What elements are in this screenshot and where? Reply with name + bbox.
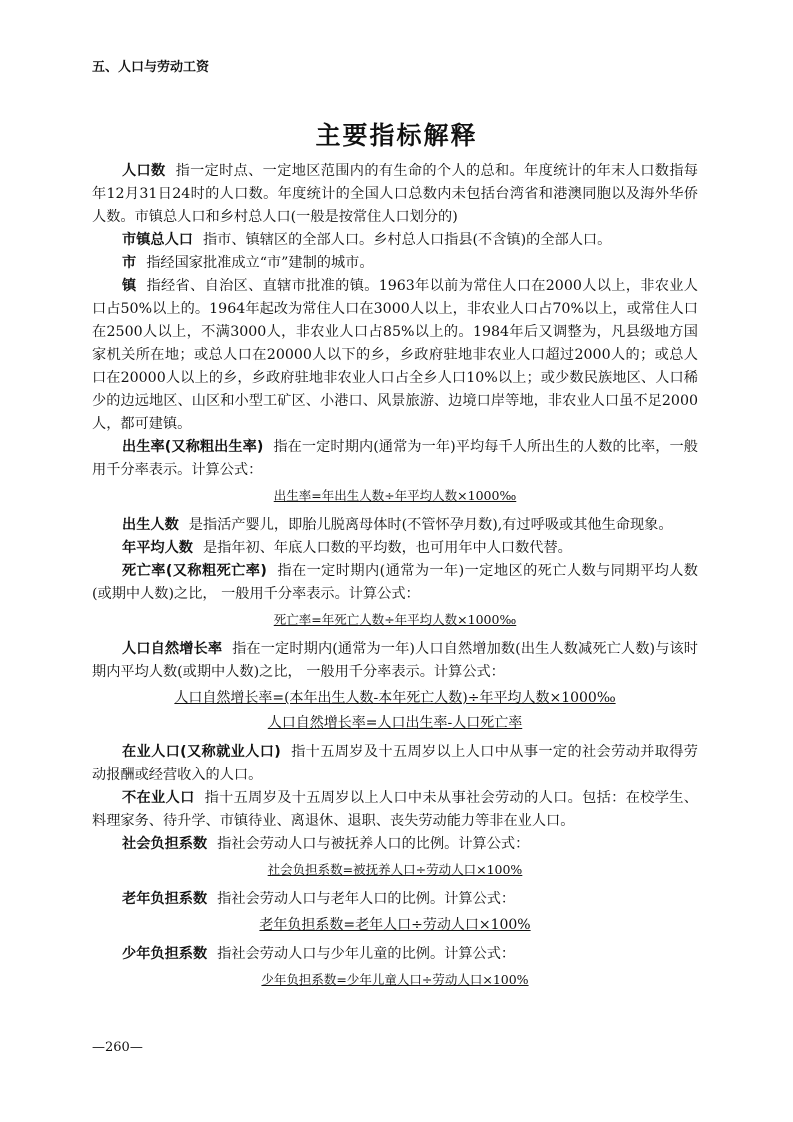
term-definition: 是指年初、年底人口数的平均数，也可用年中人口数代替。 bbox=[202, 540, 572, 556]
term-definition: 指在一定时期内(通常为一年)一定地区的死亡人数与同期平均人数(或期中人数)之比， 一般用千分率表示。计算公式： bbox=[92, 563, 698, 602]
term-definition: 指社会劳动人口与老年人口的比例。计算公式： bbox=[217, 891, 516, 907]
entry-death-rate bbox=[92, 560, 698, 606]
term-definition: 指社会劳动人口与少年儿童的比例。计算公式： bbox=[217, 946, 516, 962]
term-label: 老年负担系数 bbox=[122, 891, 208, 907]
term-label: 市 bbox=[122, 255, 137, 271]
formula-elderly-dependency: 老年负担系数=老年人口÷劳动人口×100% bbox=[259, 917, 531, 933]
entry-birth-rate bbox=[92, 436, 698, 482]
formula-natural-growth-rate-alt: 人口自然增长率=人口出生率-人口死亡率 bbox=[267, 715, 523, 731]
term-definition: 指市、镇辖区的全部人口。乡村总人口指县(不含镇)的全部人口。 bbox=[202, 232, 612, 248]
formula-social-dependency: 社会负担系数=被抚养人口÷劳动人口×100% bbox=[267, 862, 523, 877]
term-definition: 指一定时点、一定地区范围内的有生命的个人的总和。年度统计的年末人口数指每年12月31日24时的人口数。年度统计的全国人口总数内未包括台湾省和港澳同胞以及海外华侨人数。市镇总人口和乡村总人口(一般是按常住人口划分的) bbox=[92, 163, 698, 225]
term-label: 人口数 bbox=[122, 163, 166, 179]
term-definition: 指在一定时期内(通常为一年)平均每千人所出生的人数的比率，一般用千分率表示。计算公式： bbox=[92, 439, 698, 478]
formula-youth-dependency: 少年负担系数=少年儿童人口÷劳动人口×100% bbox=[261, 972, 529, 987]
page-number: —260— bbox=[92, 1040, 143, 1055]
entry-city bbox=[92, 252, 698, 275]
entry-elderly-dependency bbox=[92, 888, 698, 911]
term-label: 不在业人口 bbox=[122, 790, 195, 806]
formula-birth-rate: 出生率=年出生人数÷年平均人数×1000‰ bbox=[273, 488, 517, 503]
entry-urban-population bbox=[92, 229, 698, 252]
entry-youth-dependency bbox=[92, 943, 698, 966]
term-label: 镇 bbox=[122, 278, 137, 294]
entry-town bbox=[92, 275, 698, 436]
term-definition: 指在一定时期内(通常为一年)人口自然增加数(出生人数减死亡人数)与该时期内平均人数(或期中人数)之比， 一般用千分率表示。计算公式： bbox=[92, 641, 698, 680]
term-definition: 指社会劳动人口与被抚养人口的比例。计算公式： bbox=[217, 836, 530, 852]
section-header: 五、人口与劳动工资 bbox=[92, 60, 210, 75]
term-definition: 指十五周岁及十五周岁以上人口中从事一定的社会劳动并取得劳动报酬或经营收入的人口。 bbox=[92, 744, 698, 783]
term-definition: 指十五周岁及十五周岁以上人口中未从事社会劳动的人口。包括：在校学生、料理家务、待升学、市镇待业、离退休、退职、丧失劳动能力等非在业人口。 bbox=[92, 790, 698, 829]
definitions-body bbox=[92, 160, 698, 998]
term-label: 在业人口(又称就业人口) bbox=[122, 744, 281, 760]
entry-population bbox=[92, 160, 698, 229]
entry-social-dependency bbox=[92, 833, 698, 856]
entry-natural-growth-rate bbox=[92, 638, 698, 684]
term-label: 市镇总人口 bbox=[122, 232, 193, 248]
term-definition: 是指活产婴儿，即胎儿脱离母体时(不管怀孕月数),有过呼吸或其他生命现象。 bbox=[188, 517, 673, 533]
entry-employed-population bbox=[92, 741, 698, 787]
term-definition: 指经省、自治区、直辖市批准的镇。1963年以前为常住人口在2000人以上，非农业人口占50%以上的。1964年起改为常住人口在3000人以上，非农业人口占70%以上，或常住人口在2500人以上，不满3000人，非农业人口占85%以上的。1984年后又调整为，凡县级地方国家机关所在地；或总人口在20000人以下的乡，乡政府驻地非农业人口超过2000人的；或总人口在20000人以上的乡，乡政府驻地非农业人口占全乡人口10%以上；或少数民族地区、人口稀少的边远地区、山区和小型工矿区、小港口、风景旅游、边境口岸等地，非农业人口虽不足2000人，都可建镇。 bbox=[92, 278, 698, 432]
page-title: 主要指标解释 bbox=[315, 121, 478, 150]
term-definition: 指经国家批准成立“市”建制的城市。 bbox=[146, 255, 374, 271]
entry-non-employed-population bbox=[92, 787, 698, 833]
term-label: 死亡率(又称粗死亡率) bbox=[122, 563, 267, 579]
entry-births bbox=[92, 514, 698, 537]
term-label: 出生人数 bbox=[122, 517, 179, 533]
term-label: 出生率(又称粗出生率) bbox=[122, 439, 264, 455]
term-label: 年平均人数 bbox=[122, 540, 193, 556]
term-label: 少年负担系数 bbox=[122, 946, 208, 962]
formula-natural-growth-rate: 人口自然增长率=(本年出生人数-本年死亡人数)÷年平均人数×1000‰ bbox=[174, 690, 616, 706]
formula-death-rate: 死亡率=年死亡人数÷年平均人数×1000‰ bbox=[273, 612, 517, 627]
term-label: 人口自然增长率 bbox=[122, 641, 223, 657]
entry-average-population bbox=[92, 537, 698, 560]
term-label: 社会负担系数 bbox=[122, 836, 208, 852]
